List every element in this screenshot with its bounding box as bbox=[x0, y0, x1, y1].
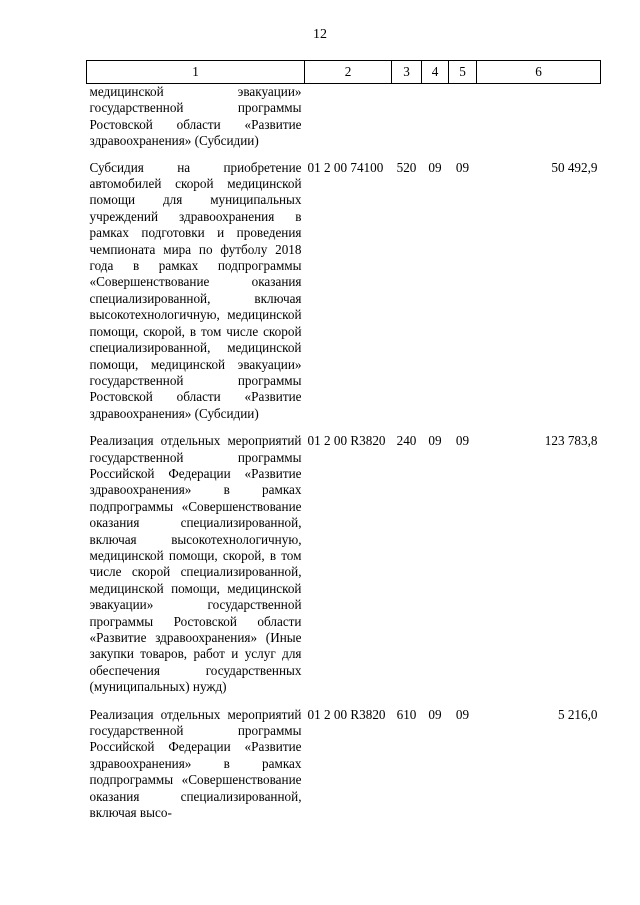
row-col4: 09 bbox=[428, 159, 442, 175]
row-code bbox=[305, 84, 392, 156]
header-col-2: 2 bbox=[305, 61, 392, 84]
header-col-1: 1 bbox=[87, 61, 305, 84]
row-description: Реализация отдельных мероприятий государственной программы Российской Федерации «Развитие здравоохранения» в рамках подпрограммы «Совершенствование оказания специализированной, включая высокотехнологичную, медицинской помощи, скорой, в том числе скорой специализированной, медицинской помощи, медицинской эвакуации» государственной программы Ростовской области «Развитие здравоохранения» (Иные закупки товаров, работ и услуг для обеспечения государственных (муниципальных) нужд) bbox=[89, 433, 302, 695]
row-code: 01 2 00 R3820 bbox=[307, 433, 386, 449]
table-row bbox=[87, 703, 601, 829]
row-description: Реализация отдельных мероприятий государственной программы Российской Федерации «Развитие здравоохранения» в рамках подпрограммы «Совершенствование оказания специализированной, включая высо- bbox=[89, 706, 302, 821]
table-row bbox=[87, 429, 601, 703]
row-col3: 240 bbox=[396, 433, 417, 449]
row-description: Субсидия на приобретение автомобилей скорой медицинской помощи для муниципальных учреждений здравоохранения в рамках подготовки и проведения чемпионата мира по футболу 2018 года в рамках подпрограммы «Совершенствование оказания специализированной, включая высокотехнологичную, медицинской помощи, скорой, в том числе скорой специализированной, медицинской помощи, медицинской эвакуации» государственной программы Ростовской области «Развитие здравоохранения» (Субсидии) bbox=[89, 159, 302, 421]
row-col3 bbox=[392, 84, 422, 156]
table-row bbox=[87, 84, 601, 156]
row-description: медицинской эвакуации» государственной программы Ростовской области «Развитие здравоохранения» (Субсидии) bbox=[89, 84, 302, 149]
header-col-6: 6 bbox=[477, 61, 601, 84]
row-col4 bbox=[422, 84, 449, 156]
row-amount: 123 783,8 bbox=[544, 433, 598, 449]
row-col3: 610 bbox=[396, 706, 417, 722]
budget-table bbox=[86, 60, 601, 828]
row-col4: 09 bbox=[428, 433, 442, 449]
row-code: 01 2 00 74100 bbox=[307, 159, 384, 175]
row-col3: 520 bbox=[396, 159, 417, 175]
row-amount bbox=[477, 84, 601, 156]
row-code: 01 2 00 R3820 bbox=[307, 706, 386, 722]
row-amount: 5 216,0 bbox=[557, 706, 598, 722]
header-col-4: 4 bbox=[422, 61, 449, 84]
row-col5: 09 bbox=[455, 433, 470, 449]
row-col5 bbox=[449, 84, 477, 156]
row-col5: 09 bbox=[455, 706, 470, 722]
page-number: 12 bbox=[313, 27, 327, 42]
row-col4: 09 bbox=[428, 706, 442, 722]
table-header-row bbox=[87, 61, 601, 84]
header-col-5: 5 bbox=[449, 61, 477, 84]
row-amount: 50 492,9 bbox=[551, 159, 598, 175]
table-row bbox=[87, 156, 601, 430]
header-col-3: 3 bbox=[392, 61, 422, 84]
row-col5: 09 bbox=[455, 159, 470, 175]
